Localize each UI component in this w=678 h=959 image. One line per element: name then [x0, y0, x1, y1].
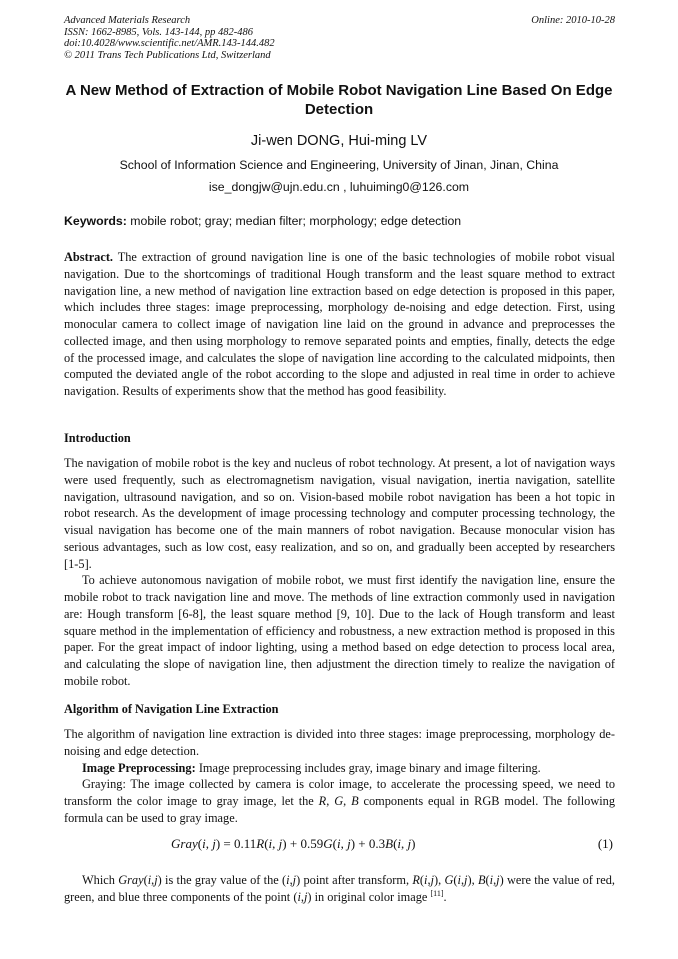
- intro-paragraph-2: To achieve autonomous navigation of mobile robot, we must first identify the navigation line, ensure the mobile robot to track navigation line and move. The methods of line extraction commonly used in navigation are: Hough transform [6-8], the least square method [9, 10]. Due to the lack of Hough transform and least square method in the implementation of efficiency and robustness, a new extraction method is proposed in this paper. For the great impact of indoor lighting, using a method based on edge detection to process local area, and calculating the slope of navigation line, then adjustment the direction timely to realize the navigation of mobile robot.: [64, 573, 615, 688]
- introduction-body: [64, 455, 615, 690]
- abstract: [64, 249, 615, 400]
- online-date: Online: 2010-10-28: [531, 15, 615, 26]
- paper-title: A New Method of Extraction of Mobile Robot Navigation Line Based On Edge Detection: [65, 82, 613, 118]
- algorithm-body: [64, 726, 615, 827]
- alg-paragraph-4: Which Gray(i,j) is the gray value of the (i,j) point after transform, R(i,j), G(i,j), B(i,j) were the value of red, green, and blue three components of the point (i,j) in original color image [11].: [64, 873, 615, 904]
- image-preprocessing-label: Image Preprocessing:: [82, 760, 196, 775]
- keywords: [64, 214, 615, 228]
- copyright-line: © 2011 Trans Tech Publications Ltd, Switzerland: [64, 49, 271, 61]
- alg-paragraph-1: The algorithm of navigation line extraction is divided into three stages: image preprocessing, morphology de-noising and edge detection.: [64, 727, 615, 758]
- author-affiliation: School of Information Science and Engineering, University of Jinan, Jinan, China: [119, 158, 559, 172]
- keywords-label: Keywords:: [64, 214, 127, 228]
- equation-number: (1): [597, 836, 613, 851]
- keywords-text: mobile robot; gray; median filter; morphology; edge detection: [130, 214, 462, 228]
- alg-paragraph-2: [64, 760, 615, 777]
- gray-formula: Gray(i, j) = 0.11R(i, j) + 0.59G(i, j) + 0.3B(i, j): [171, 836, 416, 851]
- abstract-text: The extraction of ground navigation line is one of the basic technologies of mobile robot visual navigation. Due to the shortcomings of traditional Hough transform and the least square method to extract navigation line, a new method of navigation line extraction based on edge detection is proposed in this paper, which includes three stages: image preprocessing, morphology de-noising and edge detection. First, using monocular camera to collect image of navigation line laid on the ground in advance and preprocesses the collected image, and then using morphology to remove separated points and empties, finally, detects the edge of the processed image, and calculates the slope of navigation line according to the calculated midpoints, then computed the deviated angle of the robot according to the slope and adjusted in real time in order to achieve navigation. Results of experiments show that the method has good feasibility.: [64, 250, 615, 398]
- issn-line: ISSN: 1662-8985, Vols. 143-144, pp 482-486: [64, 26, 253, 38]
- algorithm-heading: Algorithm of Navigation Line Extraction: [64, 702, 279, 716]
- doi-line: doi:10.4028/www.scientific.net/AMR.143-144.482: [64, 38, 275, 50]
- abstract-label: Abstract.: [64, 250, 114, 264]
- author-emails: ise_dongjw@ujn.edu.cn , luhuiming0@126.com: [208, 180, 470, 194]
- image-preprocessing-text: Image preprocessing includes gray, image binary and image filtering.: [198, 760, 541, 775]
- equation-1: [64, 836, 615, 854]
- alg-paragraph-3: Graying: The image collected by camera is color image, to accelerate the processing speed, we need to transform the color image to gray image, let the R, G, B components equal in RGB model. The following formula can be used to gray image.: [64, 777, 616, 825]
- introduction-heading: Introduction: [64, 431, 131, 445]
- intro-paragraph-1: The navigation of mobile robot is the key and nucleus of robot technology. At present, a lot of navigation ways were used frequently, such as electromagnetism navigation, visual navigation, inertia navigation, satellite navigation, ultrasound navigation, and so on. Vision-based mobile robot navigation has been a hot topic in robot research. As the development of image processing technology and computer processing technology, the visual navigation has become one of the main manners of robot navigation. Because monocular vision has serious advantages, such as low cost, easy realization, and so on, and gradually been accepted by researchers [1-5].: [64, 456, 615, 571]
- journal-name: Advanced Materials Research: [64, 15, 191, 26]
- citation-11: [11]: [430, 888, 444, 898]
- journal-header: [64, 15, 615, 61]
- paper-authors: Ji-wen DONG, Hui-ming LV: [250, 133, 428, 149]
